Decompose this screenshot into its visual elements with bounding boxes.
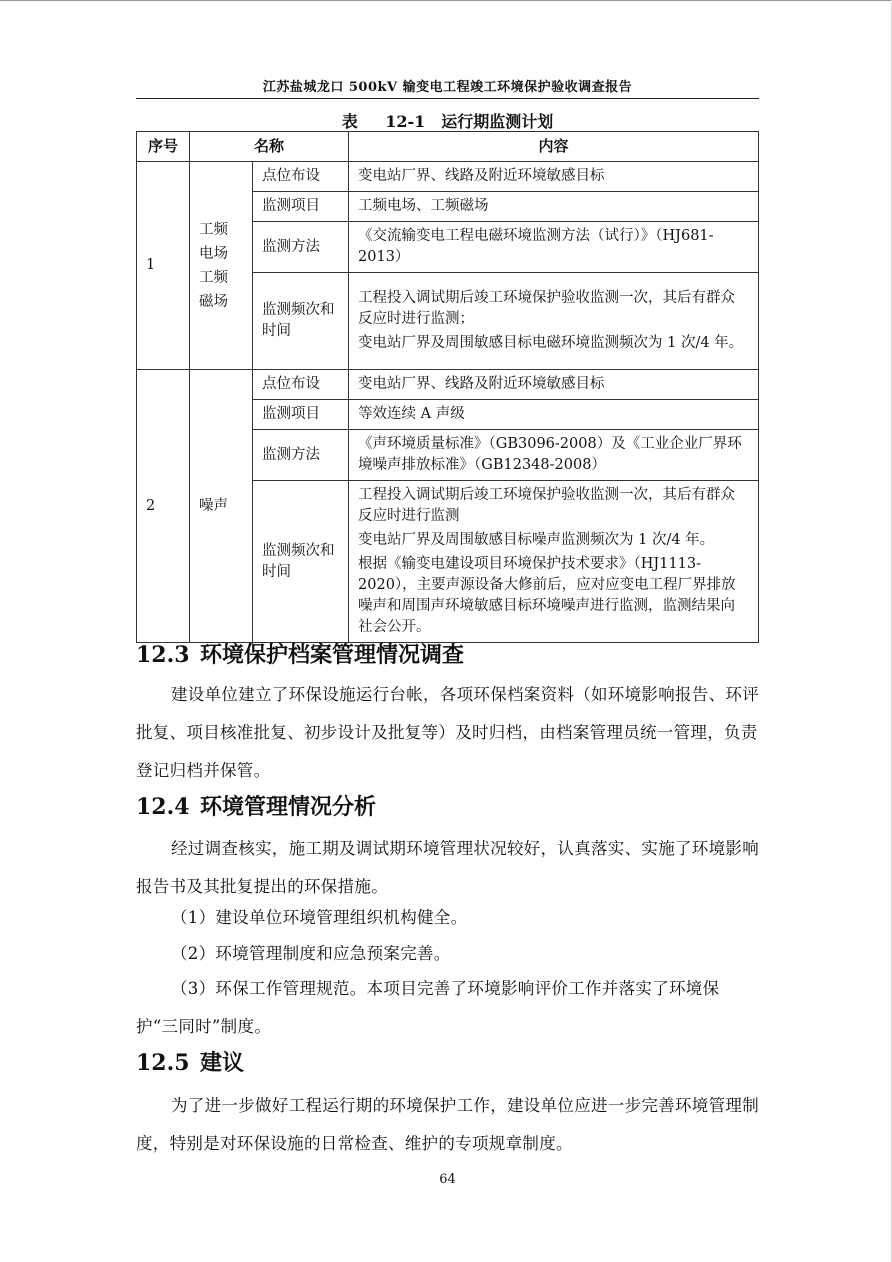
section-title: 环境管理情况分析 bbox=[200, 794, 377, 820]
section-title: 环境保护档案管理情况调查 bbox=[200, 642, 465, 668]
row-number: 1 bbox=[137, 162, 190, 370]
column-header-content: 内容 bbox=[349, 132, 759, 162]
section-number: 12.5 bbox=[136, 1050, 190, 1076]
section-heading-12-3 bbox=[136, 638, 464, 669]
row-content: 《交流输变电工程电磁环境监测方法（试行）》（HJ681-2013） bbox=[349, 222, 759, 273]
row-content: 变电站厂界、线路及附近环境敏感目标 bbox=[349, 162, 759, 192]
row-item: 监测方法 bbox=[253, 430, 349, 481]
table-row bbox=[137, 370, 759, 400]
row-category: 工频 电场 工频 磁场 bbox=[190, 162, 253, 370]
column-header-name: 名称 bbox=[190, 132, 349, 162]
section-heading-12-4 bbox=[136, 790, 376, 821]
section-heading-12-5 bbox=[136, 1046, 244, 1077]
row-item: 点位布设 bbox=[253, 370, 349, 400]
section-title: 建议 bbox=[200, 1050, 245, 1076]
content-line: 变电站厂界及周围敏感目标电磁环境监测频次为 1 次/4 年。 bbox=[358, 335, 744, 351]
content-line: 工程投入调试期后竣工环境保护验收监测一次，其后有群众反应时进行监测 bbox=[358, 487, 736, 524]
running-header: 江苏盐城龙口 500kV 输变电工程竣工环境保护验收调查报告 bbox=[262, 80, 633, 95]
content-line: 根据《输变电建设项目环境保护技术要求》（HJ1113-2020），主要声源设备大修前后，应对应变电工程厂界排放噪声和周围声环境敏感目标环境噪声进行监测，监测结果向社会公开。 bbox=[358, 556, 736, 635]
table-header-row bbox=[137, 132, 759, 162]
row-content bbox=[349, 481, 759, 643]
section-number: 12.4 bbox=[136, 794, 190, 820]
header-rule bbox=[136, 98, 759, 99]
row-item: 监测项目 bbox=[253, 400, 349, 430]
row-category: 噪声 bbox=[190, 370, 253, 643]
row-number: 2 bbox=[137, 370, 190, 643]
row-content: 《声环境质量标准》（GB3096-2008）及《工业企业厂界环境噪声排放标准》（GB12348-2008） bbox=[349, 430, 759, 481]
list-item: （1）建设单位环境管理组织机构健全。 bbox=[171, 908, 468, 927]
page-number: 64 bbox=[439, 1172, 456, 1187]
column-header-no: 序号 bbox=[137, 132, 190, 162]
row-item: 监测频次和时间 bbox=[253, 481, 349, 643]
content-line: 变电站厂界及周围敏感目标噪声监测频次为 1 次/4 年。 bbox=[358, 532, 715, 548]
row-content: 变电站厂界、线路及附近环境敏感目标 bbox=[349, 370, 759, 400]
row-item: 监测项目 bbox=[253, 192, 349, 222]
table-caption: 表 12-1 运行期监测计划 bbox=[341, 112, 554, 131]
row-content: 工频电场、工频磁场 bbox=[349, 192, 759, 222]
paragraph: 建设单位建立了环保设施运行台帐，各项环保档案资料（如环境影响报告、环评批复、项目核准批复、初步设计及批复等）及时归档，由档案管理员统一管理，负责登记归档并保管。 bbox=[136, 685, 759, 780]
list-item: （2）环境管理制度和应急预案完善。 bbox=[171, 944, 451, 963]
paragraph: 经过调查核实，施工期及调试期环境管理状况较好，认真落实、实施了环境影响报告书及其批复提出的环保措施。 bbox=[136, 839, 759, 896]
paragraph: 为了进一步做好工程运行期的环境保护工作，建设单位应进一步完善环境管理制度，特别是对环保设施的日常检查、维护的专项规章制度。 bbox=[136, 1096, 759, 1153]
section-number: 12.3 bbox=[136, 642, 190, 668]
row-content: 等效连续 A 声级 bbox=[349, 400, 759, 430]
content-line: 工程投入调试期后竣工环境保护验收监测一次，其后有群众反应时进行监测； bbox=[358, 290, 736, 327]
row-content bbox=[349, 273, 759, 370]
table-row bbox=[137, 162, 759, 192]
row-item: 点位布设 bbox=[253, 162, 349, 192]
monitoring-plan-table bbox=[136, 131, 759, 643]
row-item: 监测方法 bbox=[253, 222, 349, 273]
row-item: 监测频次和时间 bbox=[253, 273, 349, 370]
list-item: （3）环保工作管理规范。本项目完善了环境影响评价工作并落实了环境保护“三同时”制度。 bbox=[136, 979, 720, 1036]
page-edge bbox=[0, 0, 892, 1]
